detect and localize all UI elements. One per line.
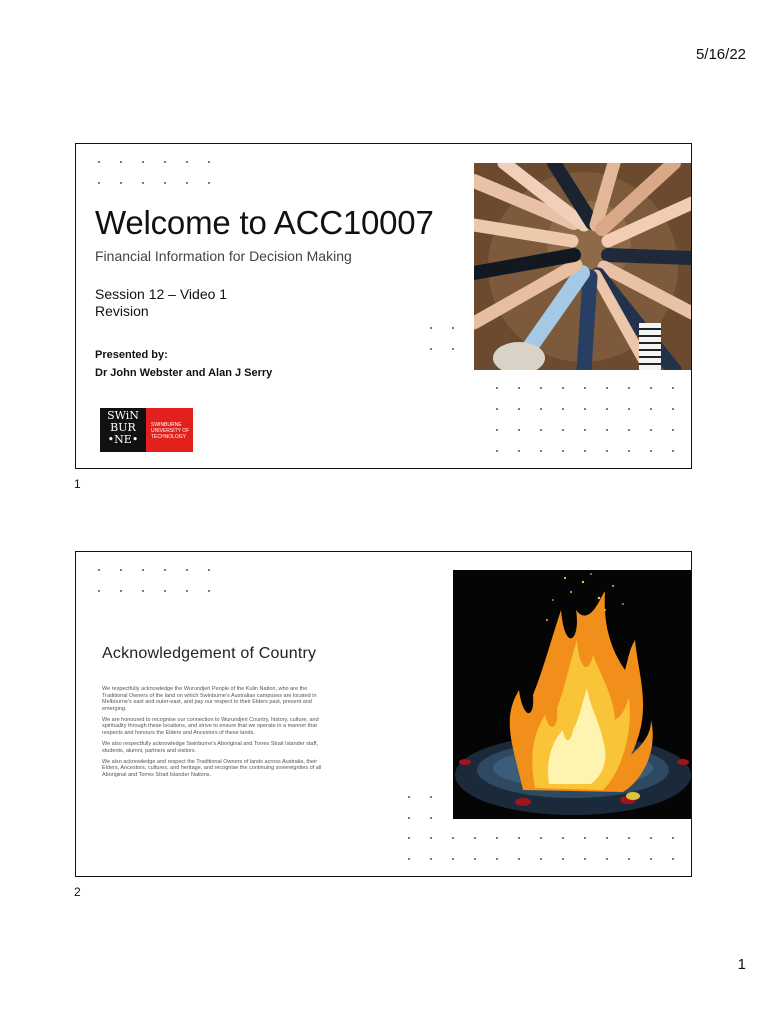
logo-tagline [146, 408, 193, 452]
slide-number: 2 [74, 885, 81, 899]
slide-title: Acknowledgement of Country [102, 645, 317, 662]
paragraph: We are honoured to recognise our connection to Wurundjeri Country, history, culture, and spirituality through these locations, and strive to ensure that we operate in a manner that respects and honours the Elders and Ancestors of these lands. [102, 716, 319, 737]
page-number: 1 [737, 956, 746, 973]
header-date: 5/16/22 [695, 46, 746, 63]
logo-tagline-line: TECHNOLOGY [151, 434, 187, 440]
presenters-block [95, 346, 272, 382]
logo-tagline-line: SWINBURNE [151, 422, 182, 428]
dot-pattern [408, 796, 452, 819]
slide-title: Welcome to ACC10007 [95, 204, 434, 241]
dot-pattern [98, 161, 230, 184]
dot-pattern [408, 837, 692, 860]
presenter-names: Dr John Webster and Alan J Serry [95, 367, 273, 379]
presented-label: Presented by: [95, 349, 168, 361]
session-topic: Revision [95, 303, 149, 319]
slide-2 [75, 551, 692, 877]
session-info [95, 286, 227, 320]
acknowledgement-text [102, 686, 330, 783]
dot-pattern [98, 569, 230, 592]
logo-tagline-line: UNIVERSITY OF [151, 428, 190, 434]
slide-1 [75, 143, 692, 469]
slide-subtitle: Financial Information for Decision Making [95, 248, 352, 264]
paragraph: We also respectfully acknowledge Swinburne's Aboriginal and Torres Strait Islander staff, students, alumni, partners and visitors. [102, 741, 318, 754]
swinburne-logo [100, 408, 193, 452]
logo-wordmark [100, 408, 146, 452]
fire-photo [453, 570, 692, 819]
dot-pattern [430, 327, 474, 350]
logo-line: BUR [110, 421, 136, 434]
slide-number: 1 [74, 477, 81, 491]
logo-line: •NE• [107, 433, 139, 446]
paragraph: We respectfully acknowledge the Wurundjeri People of the Kulin Nation, who are the Traditional Owners of the land on which Swinburne's Australian campuses are located in Melbourne's east and outer-east, and pay our respect to their Elders past, present and emerging. [102, 686, 317, 712]
paragraph: We also acknowledge and respect the Traditional Owners of lands across Australia, their Elders, Ancestors, cultures, and heritage, and recognise the continuing sovereignties of all Aboriginal and Torres Strait Islander Nations. [102, 758, 322, 779]
session-line: Session 12 – Video 1 [95, 286, 228, 302]
hands-photo [474, 163, 692, 370]
logo-line: SWiN [107, 409, 139, 422]
dot-pattern [496, 387, 692, 452]
